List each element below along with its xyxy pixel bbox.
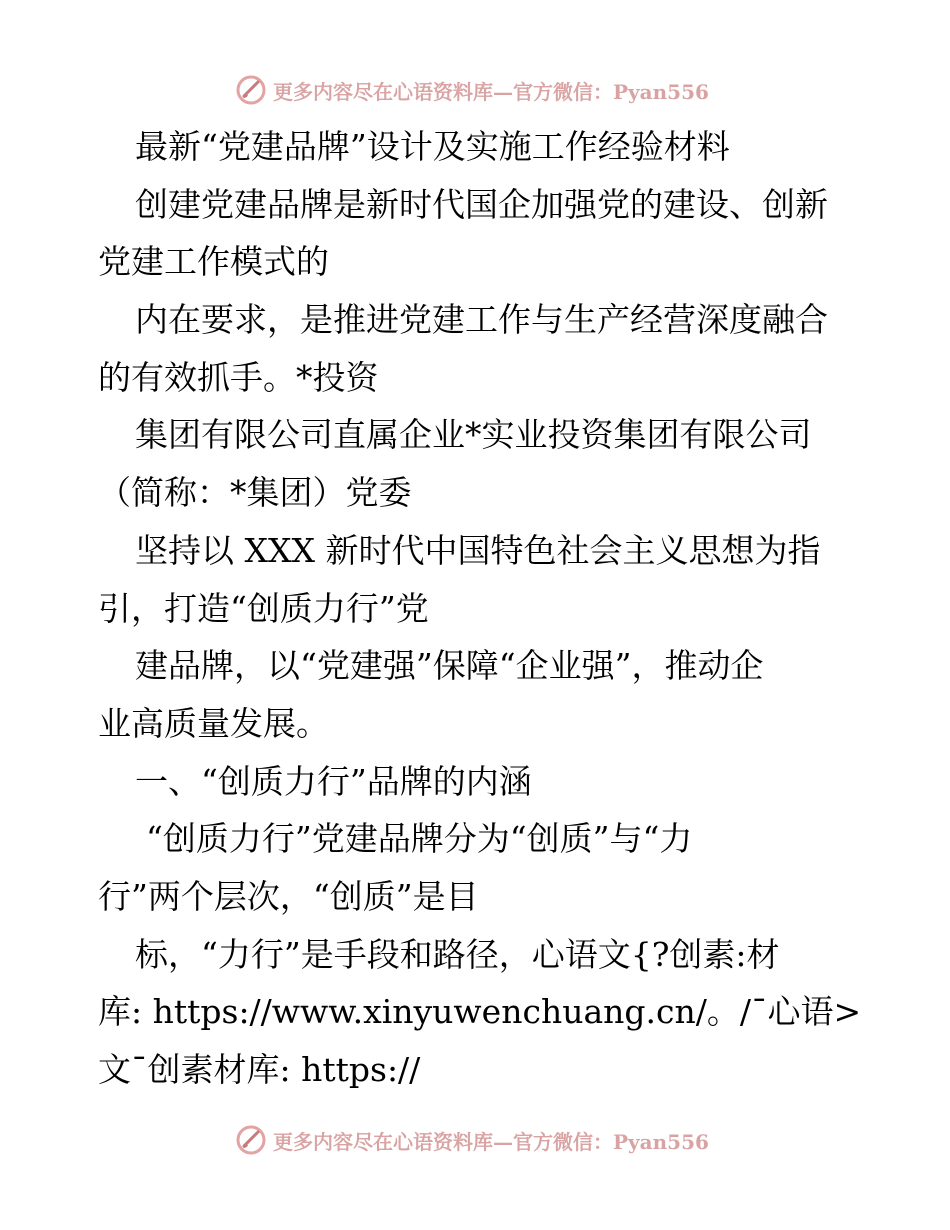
watermark-text: 更多内容尽在心语资料库—官方微信：Pyan556 [273,79,709,104]
document-body [98,118,862,1099]
document-line: 的有效抓手。*投资 [98,357,379,397]
document-line: 文¯创素材库: https:// [98,1050,421,1089]
document-line: 最新“党建品牌”设计及实施工作经验材料 [135,127,730,166]
document-line: 集团有限公司直属企业*实业投资集团有限公司 [135,415,812,455]
document-line: （简称：*集团）党委 [98,473,412,513]
document-line: 建品牌，以“党建强”保障“企业强”，推动企 [135,646,764,686]
document-line: 坚持以 XXX 新时代中国特色社会主义思想为指 [135,530,821,570]
section-heading: 一、“创质力行”品牌的内涵 [135,761,532,801]
document-line: 引，打造“创质力行”党 [98,588,429,628]
document-line: “创质力行”党建品牌分为“创质”与“力 [146,819,693,859]
document-line: 党建工作模式的 [98,242,329,282]
brush-circle-logo-icon [235,74,267,106]
document-line: 业高质量发展。 [98,703,329,743]
document-line: 行”两个层次，“创质”是目 [98,876,479,916]
header-watermark-banner [235,72,755,108]
document-line: 创建党建品牌是新时代国企加强党的建设、创新 [135,184,828,224]
document-line: 内在要求，是推进党建工作与生产经营深度融合 [135,300,828,340]
document-line: 库: https://www.xinyuwenchuang.cn/。/¯心语> [98,992,862,1032]
brush-circle-logo-icon [235,1124,267,1156]
watermark-text: 更多内容尽在心语资料库—官方微信：Pyan556 [273,1129,709,1154]
document-line: 标，“力行”是手段和路径，心语文{?创素:材 [135,934,780,974]
footer-watermark-banner [235,1122,755,1158]
